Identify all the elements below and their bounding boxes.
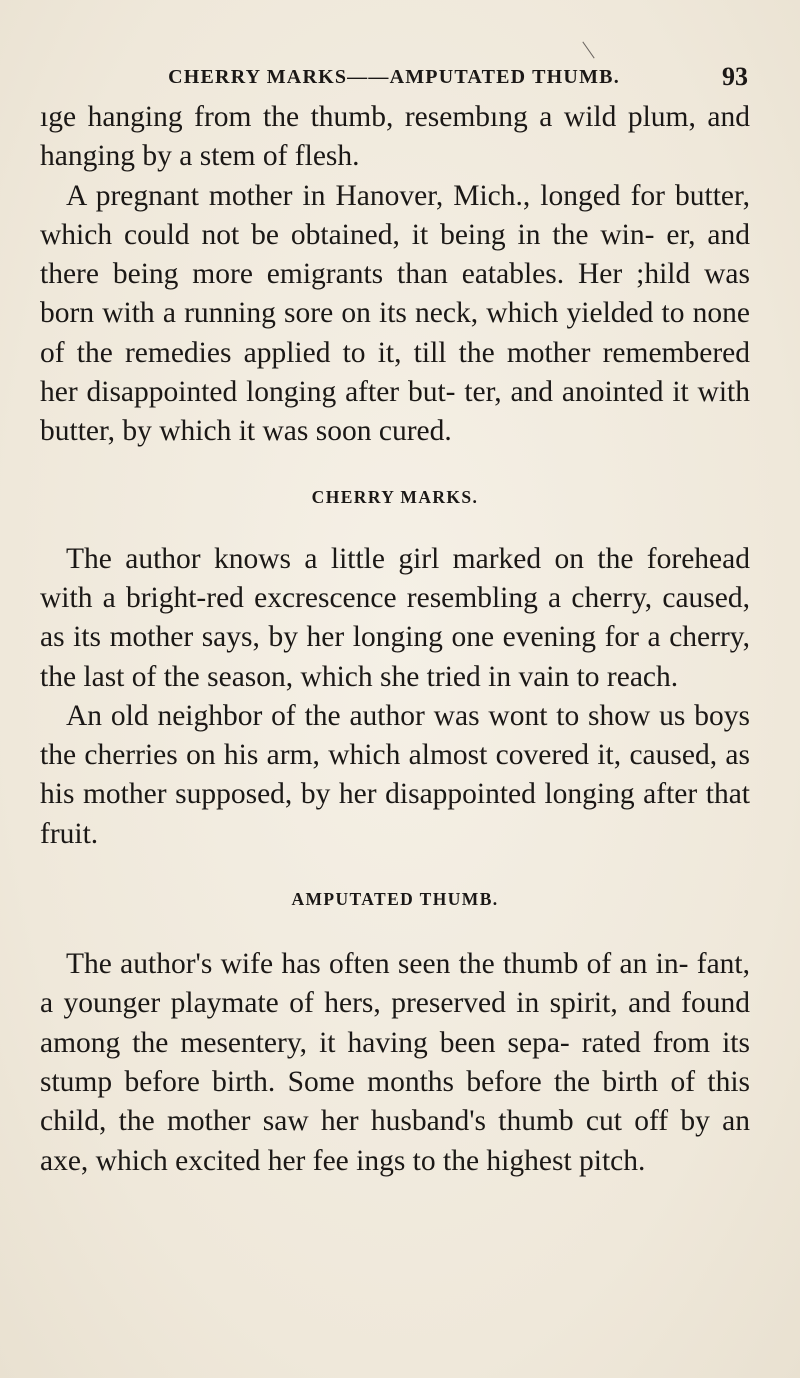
- page-mark: [582, 42, 594, 59]
- page-number: 93: [722, 62, 748, 91]
- paragraph-cherry-forehead: The author knows a little girl marked on the forehead with a bright-red excrescence resembling a cherry, caused, as its mother says, by her longing one evening for a cherry, the last of the season, which she tried in vain to reach.: [40, 542, 750, 693]
- page-header: [40, 62, 748, 92]
- paragraph-butter-longing: A pregnant mother in Hanover, Mich., longed for butter, which could not be obtained, it being in the win- er, and there being more emigrants than eatables. Her ;hild was born with a running sore on its neck, which yielded to none of the remedies applied to it, till the mother remembered her disappointed longing after but- ter, and anointed it with butter, by which it was soon cured.: [40, 179, 750, 448]
- body-text: [40, 98, 750, 1181]
- paragraph-cherry-arm: An old neighbor of the author was wont to show us boys the cherries on his arm, which almost covered it, caused, as his mother supposed, by her disappointed longing after that fruit.: [40, 699, 750, 850]
- paragraph-amputated-thumb: The author's wife has often seen the thumb of an in- fant, a younger playmate of hers, preserved in spirit, and found among the mesentery, it having been sepa- rated from its stump before birth. Some months before the birth of this child, the mother saw her husband's thumb cut off by an axe, which excited her fee ings to the highest pitch.: [40, 948, 750, 1177]
- running-head: CHERRY MARKS——AMPUTATED THUMB.: [168, 66, 620, 88]
- section-heading-cherry-marks: CHERRY MARKS.: [311, 486, 479, 507]
- section-heading-amputated-thumb: AMPUTATED THUMB.: [291, 889, 499, 910]
- paragraph-continued: ıge hanging from the thumb, resembıng a wild plum, and hanging by a stem of flesh.: [40, 101, 750, 173]
